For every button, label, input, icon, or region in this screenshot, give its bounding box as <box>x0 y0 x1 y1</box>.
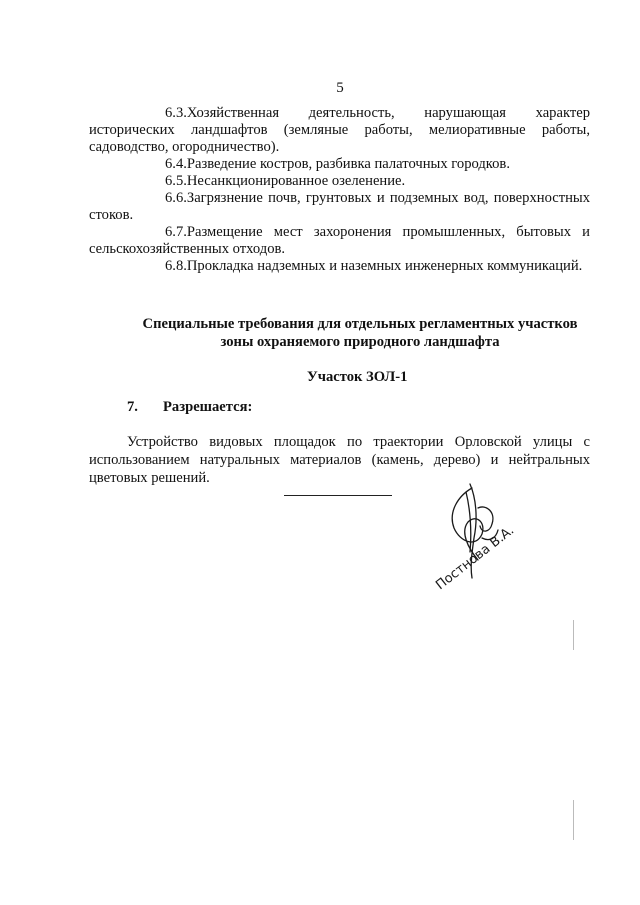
scan-edge-mark <box>573 800 574 840</box>
prohibitions-list <box>89 105 590 275</box>
item-number: 6.4. <box>165 156 187 172</box>
item-number: 6.8. <box>165 258 187 274</box>
list-item <box>89 190 590 224</box>
list-item <box>89 258 590 275</box>
svg-text:Постнова В.А.: Постнова В.А. <box>433 522 518 594</box>
clause-heading <box>127 398 252 416</box>
signature-line <box>284 495 392 496</box>
signature-icon <box>420 478 530 598</box>
item-text: Разведение костров, разбивка палаточных городков. <box>186 156 510 172</box>
list-item <box>89 224 590 258</box>
item-text: Размещение мест захоронения промышленных, бытовых и сельскохозяйственных отходов. <box>89 224 590 257</box>
section-heading <box>100 315 620 351</box>
clause-label: Разрешается: <box>163 399 253 415</box>
item-number: 6.5. <box>165 173 187 189</box>
item-text: Хозяйственная деятельность, нарушающая характер исторических ландшафтов (земляные работы, мелиоративные работы, садоводство, огородничество). <box>89 105 590 155</box>
item-number: 6.3. <box>165 105 187 121</box>
list-item <box>89 173 590 190</box>
item-number: 6.6. <box>165 190 187 206</box>
section-title: Участок ЗОЛ-1 <box>307 369 408 385</box>
item-number: 6.7. <box>165 224 187 240</box>
page-number: 5 <box>336 80 344 96</box>
list-item <box>89 156 590 173</box>
item-text: Загрязнение почв, грунтовых и подземных вод, поверхностных стоков. <box>89 190 590 223</box>
allowed-paragraph: Устройство видовых площадок по траектории Орловской улицы с использованием натуральных материалов (камень, дерево) и нейтральных цветовых решений. <box>89 434 590 486</box>
list-item <box>89 105 590 156</box>
item-text: Несанкционированное озеленение. <box>186 173 406 189</box>
clause-number: 7. <box>127 399 138 415</box>
scan-edge-mark <box>573 620 574 650</box>
item-text: Прокладка надземных и наземных инженерных коммуникаций. <box>186 258 583 274</box>
heading-line-2: зоны охраняемого природного ландшафта <box>220 334 500 350</box>
heading-line-1: Специальные требования для отдельных регламентных участков <box>142 316 578 332</box>
